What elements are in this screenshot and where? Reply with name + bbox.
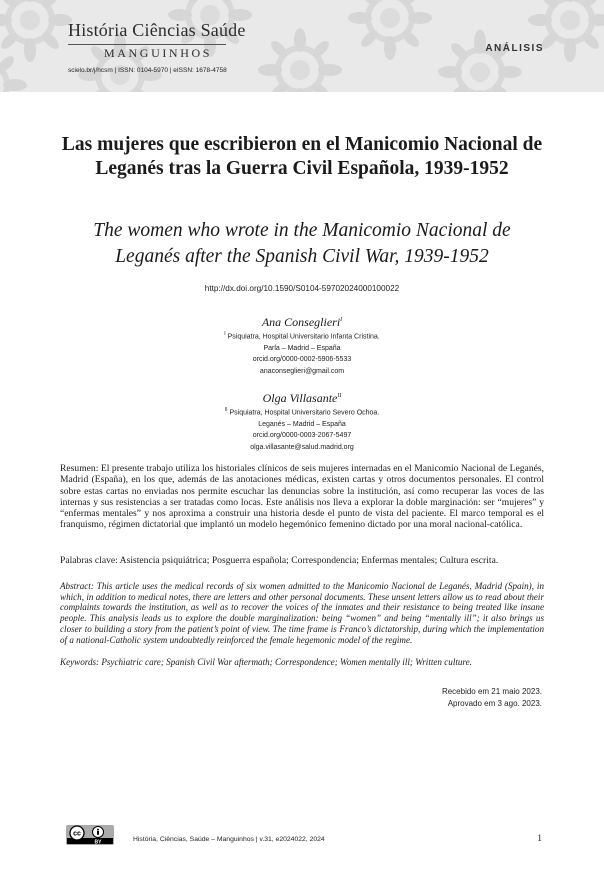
author-email[interactable]: olga.villasante@salud.madrid.org [250,443,354,451]
issn-line: scielo.br/j/hcsm | ISSN: 0104-5970 | eISSN: 1678-4758 [68,67,227,74]
received-date: Recebido em 21 maio 2023. [441,687,542,696]
page-number: 1 [537,834,542,844]
svg-text:cc: cc [73,830,81,838]
title-english: The women who wrote in the Manicomio Nacional de Leganés after the Spanish Civil War, 1939-1952 [93,220,511,267]
abstract-spanish: Resumen: El presente trabajo utiliza los historiales clínicos de seis mujeres internadas en el Manicomio Nacional de Leganés, Madrid (España), en los que, además de las anotaciones médicas, existen cartas y otros documentos personales. El control sobre estas cartas no enviadas nos permite escuchar las denuncias sobre la institución, así como recuperar las voces de las internas y sus resistencias a ser tratadas como locas. Este análisis nos lleva a explorar la doble marginación: ser “mujeres” y “enfermas mentales” y nos aproxima a construir una historia desde el punto de vista del paciente. El marco temporal es el franquismo, régimen dictatorial que implantó un modelo hegemónico femenino dictado por una moral nacional-católica. [60,463,544,531]
keywords-english: Keywords: Psychiatric care; Spanish Civil War aftermath; Correspondence; Women mentally ill; Written culture. [60,657,472,667]
footer-citation: História, Ciências, Saúde – Manguinhos | v.31, e2024022, 2024 [133,836,325,843]
author-location: Parla – Madrid – España [263,344,341,352]
journal-header [0,0,604,92]
logo-rule [68,44,226,45]
author-orcid[interactable]: orcid.org/0000-0003-2067-5497 [252,432,352,440]
cc-badge-label: BY [94,839,102,845]
section-label: ANÁLISIS [485,43,544,54]
author-affiliation: $^{II}$ Psiquiatra, Hospital Universitario Severo Ochoa. [224,407,380,417]
submission-dates [442,686,542,710]
abstract-english: Abstract: This article uses the medical records of six women admitted to the Manicomio Nacional de Leganés, Madrid (Spain), in which, in addition to medical notes, there are letters and other personal documents. These unsent letters allow us to read about their complaints towards the institution, as well as to recover the voices of the inmates and their resistance to being treated like insane people. This analysis leads us to explore the double marginalization: being “women” and being “mentally ill”; it also brings us closer to building a story from the patient’s point of view. The time frame is Franco’s dictatorship, during which the implementation of a national-Catholic system undoubtedly reinforced the female hegemonic model of the regime. [60,581,544,645]
cc-by-license-icon[interactable] [66,825,114,845]
title-spanish: Las mujeres que escribieron en el Manicomio Nacional de Leganés tras la Guerra Civil Española, 1939-1952 [61,134,543,179]
logo-title: História Ciências Saúde [68,20,246,40]
author-block [60,389,544,453]
author-orcid[interactable]: orcid.org/0000-0002-5906-5533 [252,356,352,364]
logo-subtitle: MANGUINHOS [104,46,213,60]
approved-date: Aprovado em 3 ago. 2023. [447,699,542,708]
doi-link[interactable]: http://dx.doi.org/10.1590/S0104-59702024000100022 [204,284,400,293]
author-location: Leganés – Madrid – España [258,420,346,428]
author-name: Olga Villasante$^{II}$ [262,391,342,405]
author-affiliation: $^I$ Psiquiatra, Hospital Universitario Infanta Cristina. [224,331,380,341]
author-block [60,313,544,377]
keywords-spanish: Palabras clave: Asistencia psiquiátrica; Posguerra española; Correspondencia; Enfermas mentales; Cultura escrita. [60,555,499,566]
author-email[interactable]: anaconseglieri@gmail.com [259,367,345,375]
journal-logo [68,20,246,60]
author-name: Ana Conseglieri$^I$ [261,315,343,329]
